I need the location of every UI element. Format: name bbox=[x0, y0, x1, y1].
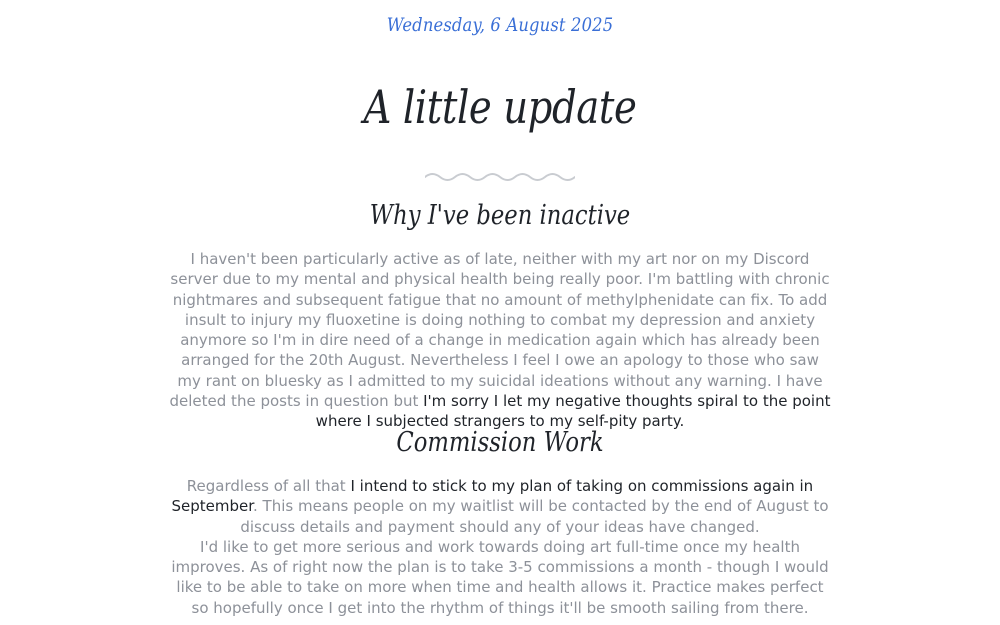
paragraph-emphasis-text: I intend to stick to my plan of taking on commissions again in September bbox=[171, 477, 814, 516]
section-heading-inactive: Why I've been inactive bbox=[369, 200, 631, 231]
wavy-divider-icon bbox=[425, 170, 575, 184]
post-date: Wednesday, 6 August 2025 bbox=[386, 14, 614, 36]
paragraph-emphasis-text: I'm sorry I let my negative thoughts spiral to the point where I subjected strangers to my self-pity party. bbox=[315, 392, 831, 431]
paragraph-text: . This means people on my waitlist will be contacted by the end of August to discuss details and payment should any of your ideas have changed. bbox=[240, 497, 829, 536]
section-heading-commissions: Commission Work bbox=[396, 427, 604, 458]
post-title: A little update bbox=[363, 80, 637, 134]
section-paragraph-commissions bbox=[168, 476, 832, 618]
section-paragraph-inactive bbox=[168, 249, 832, 432]
paragraph-text: Regardless of all that bbox=[186, 477, 351, 495]
paragraph-text: I'd like to get more serious and work towards doing art full-time once my health improves. As of right now the plan is to take 3-5 commissions a month - though I would like to be able to take on more when time and health allows it. Practice makes perfect so hopefully once I get into the rhythm of things it'll be smooth sailing from there. bbox=[171, 537, 829, 617]
paragraph-text: I haven't been particularly active as of late, neither with my art nor on my Discord server due to my mental and physical health being really poor. I'm battling with chronic nightmares and subsequent fatigue that no amount of methylphenidate can fix. To add insult to injury my fluoxetine is doing nothing to combat my depression and anxiety anymore so I'm in dire need of a change in medication again which has already been arranged for the 20th August. Nevertheless I feel I owe an apology to those who saw my rant on bluesky as I admitted to my suicidal ideations without any warning. I have deleted the posts in question but bbox=[169, 250, 830, 411]
